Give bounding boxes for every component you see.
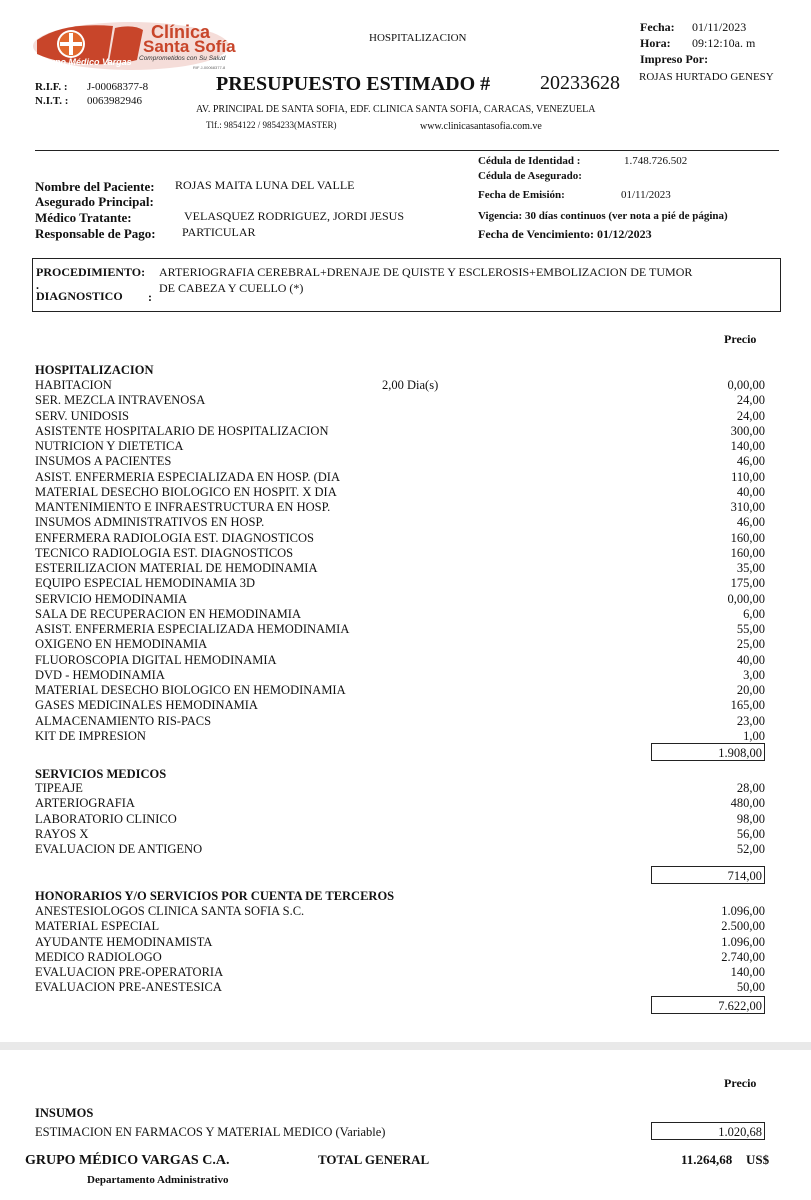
line-item [35, 561, 765, 576]
servicios-subtotal: 714,00 [651, 866, 765, 884]
line-item [35, 980, 765, 995]
rif-label: R.I.F. : [35, 81, 68, 93]
line-item [35, 531, 765, 546]
clinic-group: Grupo Médico Vargas [39, 57, 132, 67]
diagnostico-colon: : [148, 290, 152, 304]
line-item [35, 653, 765, 668]
procedure-value-line1: ARTERIOGRAFIA CEREBRAL+DRENAJE DE QUISTE Y ESCLEROSIS+EMBOLIZACION DE TUMOR [159, 265, 693, 279]
line-item-label: GASES MEDICINALES HEMODINAMIA [35, 698, 258, 713]
line-item [35, 470, 765, 485]
hospitalizacion-subtotal: 1.908,00 [651, 743, 765, 761]
line-item-label: SERVICIO HEMODINAMIA [35, 591, 188, 606]
line-item-price: 46,00 [736, 454, 765, 469]
line-item-price: 50,00 [736, 980, 765, 995]
line-item [35, 546, 765, 561]
line-item [35, 842, 765, 857]
line-item-label: MATERIAL DESECHO BIOLOGICO EN HEMODINAMIA [35, 683, 346, 697]
line-item-label: NUTRICION Y DIETETICA [35, 439, 184, 453]
precio-header: Precio [724, 332, 757, 346]
responsable-label: Responsable de Pago: [35, 226, 156, 241]
impreso-value: ROJAS HURTADO GENESY [639, 71, 774, 83]
total-value: 11.264,68 [681, 1152, 733, 1167]
hora-value: 09:12:10a. m [692, 36, 756, 50]
line-item-price: 40,00 [736, 484, 765, 499]
line-item-label: ASIST. ENFERMERIA ESPECIALIZADA EN HOSP. (DIA [35, 469, 340, 484]
line-item [35, 454, 765, 469]
line-item-label: AYUDANTE HEMODINAMISTA [35, 934, 213, 949]
line-item-price: 46,00 [736, 515, 765, 530]
line-item [35, 393, 765, 408]
line-item [35, 576, 765, 591]
line-item-label: MATERIAL ESPECIAL [35, 919, 160, 934]
responsable-value: PARTICULAR [182, 225, 256, 239]
vencimiento-text: Fecha de Vencimiento: 01/12/2023 [478, 227, 652, 241]
fecha-label: Fecha: [640, 20, 675, 34]
line-item-label: HABITACION [35, 378, 112, 392]
section-heading: HOSPITALIZACION [369, 32, 467, 44]
line-item-label: EVALUACION PRE-ANESTESICA [35, 980, 222, 995]
line-item-price: 0,00,00 [727, 378, 765, 392]
line-item-label: FLUOROSCOPIA DIGITAL HEMODINAMIA [35, 652, 277, 667]
clinic-web: www.clinicasantasofia.com.ve [420, 121, 542, 132]
line-item [35, 904, 765, 919]
line-item [35, 812, 765, 827]
clinic-name-line2: Santa Sofía [143, 37, 236, 56]
line-item [35, 729, 765, 744]
nit-value: 0063982946 [87, 95, 142, 107]
line-item-label: ESTERILIZACION MATERIAL DE HEMODINAMIA [35, 561, 318, 575]
hospitalizacion-title: HOSPITALIZACION [35, 363, 154, 377]
honorarios-title: HONORARIOS Y/O SERVICIOS POR CUENTA DE TERCEROS [35, 889, 395, 903]
insumos-precio-header: Precio [724, 1076, 757, 1090]
line-item-price: 160,00 [730, 545, 765, 560]
line-item-label: RAYOS X [35, 826, 89, 841]
cedula-asegurado-label: Cédula de Asegurado: [478, 170, 582, 182]
hora-label: Hora: [640, 36, 671, 50]
line-item [35, 515, 765, 530]
line-item [35, 668, 765, 683]
medico-value: VELASQUEZ RODRIGUEZ, JORDI JESUS [184, 209, 405, 223]
line-item-price: 480,00 [730, 796, 765, 811]
line-item [35, 827, 765, 842]
line-item-price: 35,00 [736, 561, 765, 575]
insumos-item-value: 1.020,68 [651, 1122, 765, 1140]
nit-label: N.I.T. : [35, 95, 69, 107]
line-item-label: MATERIAL DESECHO BIOLOGICO EN HOSPIT. X DIA [35, 484, 337, 499]
line-item-label: TIPEAJE [35, 781, 83, 795]
footer-department: Departamento Administrativo [87, 1174, 229, 1186]
clinic-logo [33, 20, 236, 72]
procedure-label: PROCEDIMIENTO: [36, 265, 146, 279]
impreso-label: Impreso Por: [640, 52, 709, 66]
line-item-price: 23,00 [736, 713, 765, 728]
clinic-phone: Tlf.: 9854122 / 9854233(MASTER) [206, 120, 337, 130]
line-item [35, 424, 765, 439]
line-item-label: ASIST. ENFERMERIA ESPECIALIZADA HEMODINAMIA [35, 622, 350, 636]
line-item-price: 140,00 [730, 439, 765, 453]
hospitalizacion-qty: 2,00 Dia(s) [382, 378, 439, 392]
line-item-label: LABORATORIO CLINICO [35, 811, 177, 826]
line-item [35, 781, 765, 796]
line-item-price: 20,00 [736, 683, 765, 697]
line-item-price: 1.096,00 [721, 934, 765, 949]
line-item-label: EVALUACION PRE-OPERATORIA [35, 965, 224, 979]
line-item-label: SER. MEZCLA INTRAVENOSA [35, 393, 206, 408]
line-item-price: 24,00 [736, 408, 765, 423]
line-item [35, 919, 765, 934]
total-label: TOTAL GENERAL [318, 1152, 430, 1167]
line-item [35, 796, 765, 811]
line-item [35, 637, 765, 652]
fecha-emision-label: Fecha de Emisión: [478, 189, 565, 201]
line-item-price: 300,00 [730, 423, 765, 438]
line-item-label: INSUMOS ADMINISTRATIVOS EN HOSP. [35, 515, 265, 530]
line-item [35, 950, 765, 965]
line-item-label: KIT DE IMPRESION [35, 728, 146, 743]
line-item-price: 3,00 [743, 667, 765, 682]
clinic-name-line1: Clínica [151, 22, 211, 42]
line-item-price: 110,00 [731, 469, 765, 484]
line-item-price: 25,00 [736, 637, 765, 652]
line-item-label: OXIGENO EN HEMODINAMIA [35, 637, 208, 652]
procedure-value-line2: DE CABEZA Y CUELLO (*) [159, 281, 304, 295]
clinic-address: AV. PRINCIPAL DE SANTA SOFIA, EDF. CLINICA SANTA SOFIA, CARACAS, VENEZUELA [196, 104, 596, 115]
line-item-price: 1.096,00 [721, 904, 765, 918]
line-item [35, 439, 765, 454]
cedula-value: 1.748.726.502 [624, 155, 688, 167]
line-item [35, 935, 765, 950]
line-item-price: 28,00 [736, 781, 765, 795]
line-item-price: 1,00 [743, 728, 765, 743]
line-item [35, 622, 765, 637]
line-item-price: 0,00,00 [727, 591, 765, 606]
vigencia-text: Vigencia: 30 días continuos (ver nota a pié de página) [478, 210, 728, 222]
line-item-label: DVD - HEMODINAMIA [35, 667, 165, 682]
line-item [35, 485, 765, 500]
line-item-price: 175,00 [730, 576, 765, 591]
insumos-title: INSUMOS [35, 1106, 94, 1120]
procedure-dot: . [36, 278, 39, 292]
nombre-label: Nombre del Paciente: [35, 179, 155, 194]
line-item-price: 40,00 [736, 652, 765, 667]
servicios-title: SERVICIOS MEDICOS [35, 767, 167, 781]
document-title: PRESUPUESTO ESTIMADO # [216, 73, 491, 95]
line-item-label: MANTENIMIENTO E INFRAESTRUCTURA EN HOSP. [35, 500, 331, 514]
line-item-label: ARTERIOGRAFIA [35, 796, 135, 811]
line-item-label: MEDICO RADIOLOGO [35, 949, 162, 964]
line-item [35, 607, 765, 622]
line-item-price: 2.740,00 [721, 949, 765, 964]
line-item-price: 310,00 [730, 500, 765, 514]
line-item-price: 56,00 [736, 826, 765, 841]
line-item-price: 140,00 [730, 965, 765, 979]
fecha-value: 01/11/2023 [692, 20, 747, 34]
line-item [35, 698, 765, 713]
line-item [35, 500, 765, 515]
line-item-label: ENFERMERA RADIOLOGIA EST. DIAGNOSTICOS [35, 530, 314, 545]
diagnostico-label: DIAGNOSTICO [36, 289, 123, 303]
line-item-label: ASISTENTE HOSPITALARIO DE HOSPITALIZACION [35, 423, 329, 438]
line-item-price: 160,00 [730, 530, 765, 545]
line-item-label: EQUIPO ESPECIAL HEMODINAMIA 3D [35, 576, 256, 591]
rif-value: J-00068377-8 [87, 81, 149, 93]
line-item-price: 2.500,00 [721, 919, 765, 934]
cedula-label: Cédula de Identidad : [478, 155, 581, 167]
line-item [35, 965, 765, 980]
line-item-price: 55,00 [736, 622, 765, 636]
honorarios-subtotal: 7.622,00 [651, 996, 765, 1014]
footer-company: GRUPO MÉDICO VARGAS C.A. [25, 1153, 230, 1168]
line-item-label: SALA DE RECUPERACION EN HEMODINAMIA [35, 606, 301, 621]
line-item-label: ALMACENAMIENTO RIS-PACS [35, 713, 212, 728]
line-item-price: 52,00 [736, 842, 765, 856]
insumos-item-label: ESTIMACION EN FARMACOS Y MATERIAL MEDICO (Variable) [35, 1125, 386, 1139]
total-currency: US$ [746, 1152, 770, 1167]
line-item-price: 165,00 [730, 698, 765, 713]
medico-label: Médico Tratante: [35, 210, 132, 225]
line-item-label: INSUMOS A PACIENTES [35, 454, 172, 469]
line-item-price: 6,00 [743, 606, 765, 621]
asegurado-label: Asegurado Principal: [35, 194, 154, 209]
header-divider [35, 150, 779, 151]
line-item [35, 592, 765, 607]
line-item-label: ANESTESIOLOGOS CLINICA SANTA SOFIA S.C. [35, 904, 305, 918]
clinic-tagline: Comprometidos con Su Salud [139, 55, 226, 62]
line-item [35, 683, 765, 698]
line-item [35, 409, 765, 424]
fecha-emision-value: 01/11/2023 [621, 189, 671, 201]
nombre-value: ROJAS MAITA LUNA DEL VALLE [175, 178, 355, 192]
section-separator [0, 1042, 811, 1050]
line-item-price: 98,00 [736, 811, 765, 826]
document-number: 20233628 [540, 72, 620, 94]
line-item-label: SERV. UNIDOSIS [35, 408, 129, 423]
clinic-logo-small: RIF J-00068377-8 [193, 65, 226, 70]
line-item [35, 714, 765, 729]
line-item-label: TECNICO RADIOLOGIA EST. DIAGNOSTICOS [35, 545, 294, 560]
line-item-label: EVALUACION DE ANTIGENO [35, 842, 203, 856]
line-item-price: 24,00 [736, 393, 765, 408]
